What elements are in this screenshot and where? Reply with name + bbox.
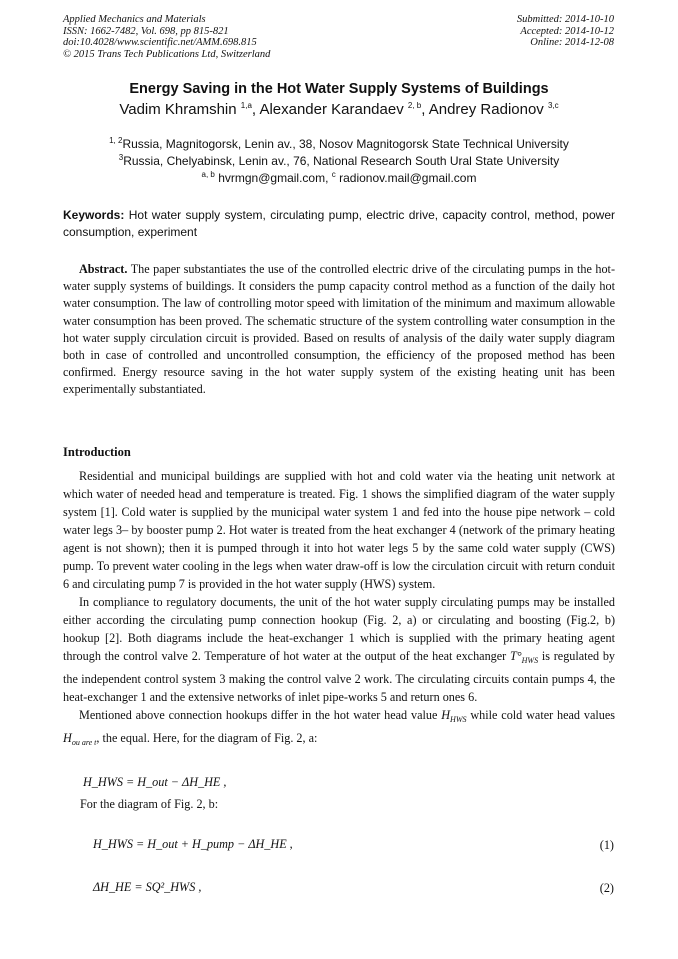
affiliation-1 <box>0 136 678 151</box>
issn-line: ISSN: 1662-7482, Vol. 698, pp 815-821 <box>63 25 229 37</box>
accepted-date: Accepted: 2014-10-12 <box>520 25 614 37</box>
section-heading-introduction: Introduction <box>63 445 131 459</box>
email-sup: a, b <box>201 170 215 179</box>
symbol-t-hws: $T^\circ_{HWS}$ <box>510 649 539 665</box>
equation-intro-text: For the diagram of Fig. 2, b: <box>80 797 219 811</box>
submitted-date: Submitted: 2014-10-10 <box>516 14 614 25</box>
email-sup: c <box>331 170 336 179</box>
email-link[interactable]: hvrmgn@gmail.com <box>218 171 326 185</box>
abstract-label: Abstract. <box>79 262 128 276</box>
journal-header-left <box>63 14 270 60</box>
paragraph: Mentioned above connection hookups differ in the hot water head value $H_{HWS}$ while cold water head values $H_{ou are t}$, the equal. Here, for the diagram of Fig. 2, a: <box>63 708 616 747</box>
equation-number: (2) <box>599 881 614 895</box>
introduction-body <box>63 467 615 752</box>
email-link[interactable]: radionov.mail@gmail.com <box>339 171 477 185</box>
author-name: Vadim Khramshin <box>119 101 237 118</box>
affiliation-2 <box>0 153 678 168</box>
affiliation-text: Russia, Chelyabinsk, Lenin av., 76, National Research South Ural State University <box>123 154 560 168</box>
keywords-text: Hot water supply system, circulating pump, electric drive, capacity control, method, power consumption, experiment <box>63 208 615 239</box>
copyright-line: © 2015 Trans Tech Publications Ltd, Switzerland <box>63 48 271 60</box>
online-date: Online: 2014-12-08 <box>530 37 614 48</box>
paper-title: Energy Saving in the Hot Water Supply Systems of Buildings <box>129 81 549 97</box>
paragraph: Residential and municipal buildings are supplied with hot and cold water via the heating unit network at which water of needed head and temperature is treated. Fig. 1 shows the simplified diagram of the water supply system [1]. Cold water is supplied by the municipal water system 1 and fed into the house pipe network – cold water legs 3– by booster pump 2. Hot water is treated from the heat exchanger 4 (network of the primary heating agent is not shown); then it is pumped through it into hot water legs 5 by the same cold water supply (CWS) pump. To prevent water cooling in the legs when water draw-off is low the circulation circuit with return conduit 6 and circulating pump 7 is provided in the hot water supply (HWS) system. <box>63 469 615 591</box>
abstract <box>63 261 615 399</box>
affiliation-text: Russia, Magnitogorsk, Lenin av., 38, Nosov Magnitogorsk State Technical University <box>122 137 569 151</box>
author-sup: 2, b <box>407 101 422 110</box>
equation-number: (1) <box>599 838 614 852</box>
doi-line: doi:10.4028/www.scientific.net/AMM.698.815 <box>63 37 257 48</box>
symbol-h-hws: $H_{HWS}$ <box>441 708 467 724</box>
author-name: Andrey Radionov <box>428 101 544 118</box>
equation-2: ΔH_HE = SQ²_HWS , <box>93 880 202 894</box>
paragraph-text: Mentioned above connection hookups differ in the hot water head value <box>79 708 438 722</box>
author-name: Alexander Karandaev <box>259 101 404 118</box>
keywords <box>63 207 615 241</box>
author-sup: 3,c <box>547 101 559 110</box>
equation-unnumbered: H_HWS = H_out − ΔH_HE , <box>83 775 227 789</box>
abstract-text: The paper substantiates the use of the controlled electric drive of the circulating pumps in the hot-water supply systems of buildings. It considers the pump capacity control method as a function of the daily hot water consumption. The law of controlling motor speed with limitation of the minimum and maximum allowable water consumption has been proved. The schematic structure of the system controlling water consumption in the hot water supply circulation circuit is provided. Based on results of analysis of the daily water supply diagram both in case of controlled and uncontrolled consumption, the efficiency of the proposed method has been confirmed. Energy resource saving in the hot water supply system of the existing heating unit has been experimentally substantiated. <box>63 262 616 397</box>
journal-header-right <box>517 14 614 49</box>
author-list: Vadim Khramshin $^{1,a}$, Alexander Karandaev $^{2, b}$, Andrey Radionov $^{3,c}$ <box>119 101 559 118</box>
author-sup: 1,a <box>240 101 252 110</box>
symbol-h-out: $H_{ou are t}$ <box>63 731 97 747</box>
paragraph-text: In compliance to regulatory documents, the unit of the hot water supply circulating pumps may be installed either according the circulating pump connection hookup (Fig. 2, a) or circulating and boosting (Fig.2, b) hookup [2]. Both diagrams include the heat-exchanger 1 which is supplied with the primary heating agent through the control valve 2. Temperature of hot water at the output of the heat exchanger <box>63 595 615 663</box>
affiliation-sup: 1, 2 <box>109 136 123 145</box>
author-emails: $^{a, b}$ hvrmgn@gmail.com, $^c$ radionov.mail@gmail.com <box>201 170 477 185</box>
paragraph-text: is regulated by the independent control system 3 making the control valve 2 work. The circulating circuits contain pumps 4, the heat-exchanger 1 and the extensive networks of inlet pipe-works 5 and return ones 6. <box>63 649 616 704</box>
paragraph-text: the equal. Here, for the diagram of Fig. 2, a: <box>102 731 318 745</box>
paragraph-text: while cold water head values <box>470 708 616 722</box>
equation-1: H_HWS = H_out + H_pump − ΔH_HE , <box>93 837 293 851</box>
affiliation-sup: 3 <box>118 153 124 162</box>
paragraph <box>63 593 615 706</box>
keywords-label: Keywords: <box>63 208 125 222</box>
journal-name: Applied Mechanics and Materials <box>63 14 206 25</box>
